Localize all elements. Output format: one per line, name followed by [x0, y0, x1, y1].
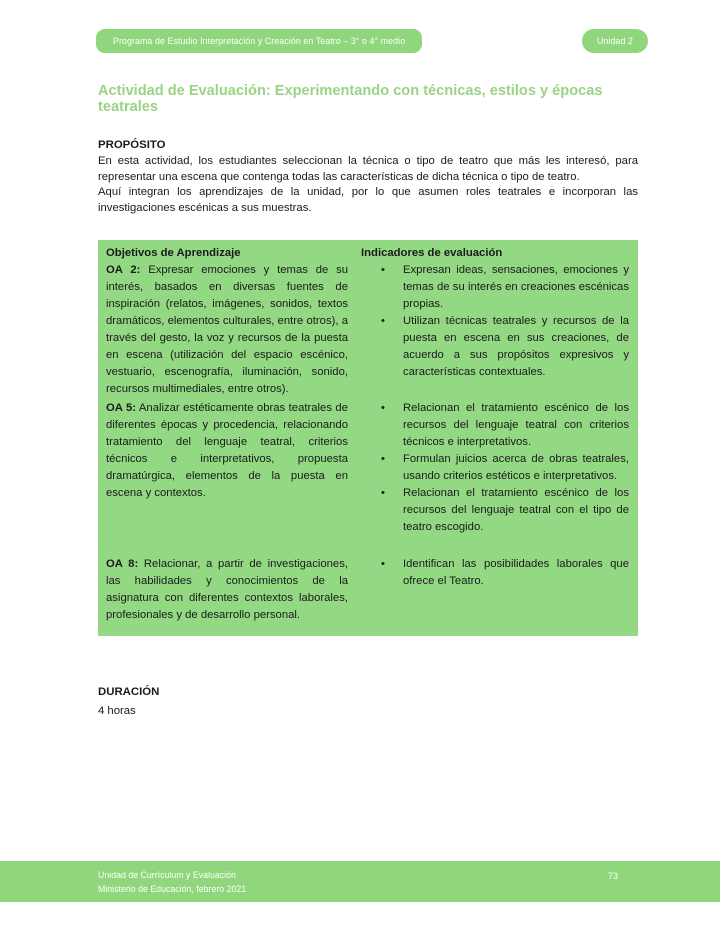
oa8-objective-text — [106, 556, 348, 624]
objectives-indicators-table — [98, 240, 638, 636]
indicator-item: • Identifican las posibilidades laborales que ofrece el Teatro. — [361, 556, 629, 590]
program-title-badge: Programa de Estudio Interpretación y Creación en Teatro – 3° o 4° medio — [96, 29, 422, 53]
table-row-oa2 — [106, 262, 629, 398]
table-header-row — [106, 245, 629, 262]
footer-line-2: Ministerio de Educación, febrero 2021 — [98, 883, 247, 894]
page-title: Actividad de Evaluación: Experimentando con técnicas, estilos y épocas teatrales — [98, 83, 603, 115]
oa2-indicators-list — [361, 262, 629, 398]
unit-badge: Unidad 2 — [582, 29, 648, 53]
oa5-text: Analizar estéticamente obras teatrales de diferentes épocas y procedencia, relacionando tratamiento del lenguaje teatral, criterios técnicos e interpretativos, propuesta dramatúrgica, elementos de la puesta en escena y contextos. — [106, 402, 348, 499]
indicator-item: • Expresan ideas, sensaciones, emociones y temas de su interés en creaciones escénicas propias. — [361, 262, 629, 313]
proposito-paragraph-2: Aquí integran los aprendizajes de la unidad, por lo que asumen roles teatrales e incorporan las investigaciones escénicas a sus muestras. — [98, 186, 638, 214]
duracion-heading: DURACIÓN — [98, 686, 160, 698]
page-number: 73 — [608, 871, 619, 881]
proposito-heading: PROPÓSITO — [98, 139, 166, 151]
column-header-objetivos: Objetivos de Aprendizaje — [106, 247, 241, 259]
oa8-text: Relacionar, a partir de investigaciones, las habilidades y conocimientos de la asignatura con diferentes contextos laborales, profesionales y de desarrollo personal. — [106, 558, 348, 621]
indicator-item: • Relacionan el tratamiento escénico de los recursos del lenguaje teatral con criterios técnicos e interpretativos. — [361, 400, 629, 451]
oa2-label: OA 2: — [106, 264, 141, 276]
indicator-item: • Utilizan técnicas teatrales y recursos de la puesta en escena en sus creaciones, de acuerdo a sus propósitos expresivos y características contextuales. — [361, 313, 629, 381]
oa5-label: OA 5: — [106, 402, 137, 414]
duracion-value: 4 horas — [98, 705, 136, 717]
duracion-section — [98, 686, 159, 717]
proposito-section — [98, 139, 638, 216]
footer-line-1: Unidad de Currículum y Evaluación — [98, 870, 236, 880]
oa8-indicators-list — [361, 556, 629, 624]
table-row-oa5 — [106, 400, 629, 536]
oa5-indicators-list — [361, 400, 629, 536]
oa8-label: OA 8: — [106, 558, 139, 570]
proposito-paragraph-1: En esta actividad, los estudiantes seleccionan la técnica o tipo de teatro que más les interesó, para representar una escena que contenga todas las características de dicha técnica o tipo de teatro. — [98, 155, 638, 183]
oa2-objective-text — [106, 262, 348, 398]
footer-publisher — [98, 869, 246, 896]
indicator-item: • Relacionan el tratamiento escénico de los recursos del lenguaje teatral con el tipo de teatro escogido. — [361, 485, 629, 536]
page-footer — [0, 861, 720, 902]
indicator-item: • Formulan juicios acerca de obras teatrales, usando criterios estéticos e interpretativos. — [361, 451, 629, 485]
oa2-text: Expresar emociones y temas de su interés, basados en diversas fuentes de inspiración (relatos, imágenes, sonidos, textos dramáticos, elementos culturales, entre otros), a través del gesto, la voz y recursos de la puesta en escena (utilización del espacio escénico, vestuario, escenografía, iluminación, sonido, recursos multimediales, entre otros). — [106, 264, 348, 395]
oa5-objective-text — [106, 400, 348, 536]
table-row-oa8 — [106, 556, 629, 624]
column-header-indicadores: Indicadores de evaluación — [361, 247, 503, 259]
